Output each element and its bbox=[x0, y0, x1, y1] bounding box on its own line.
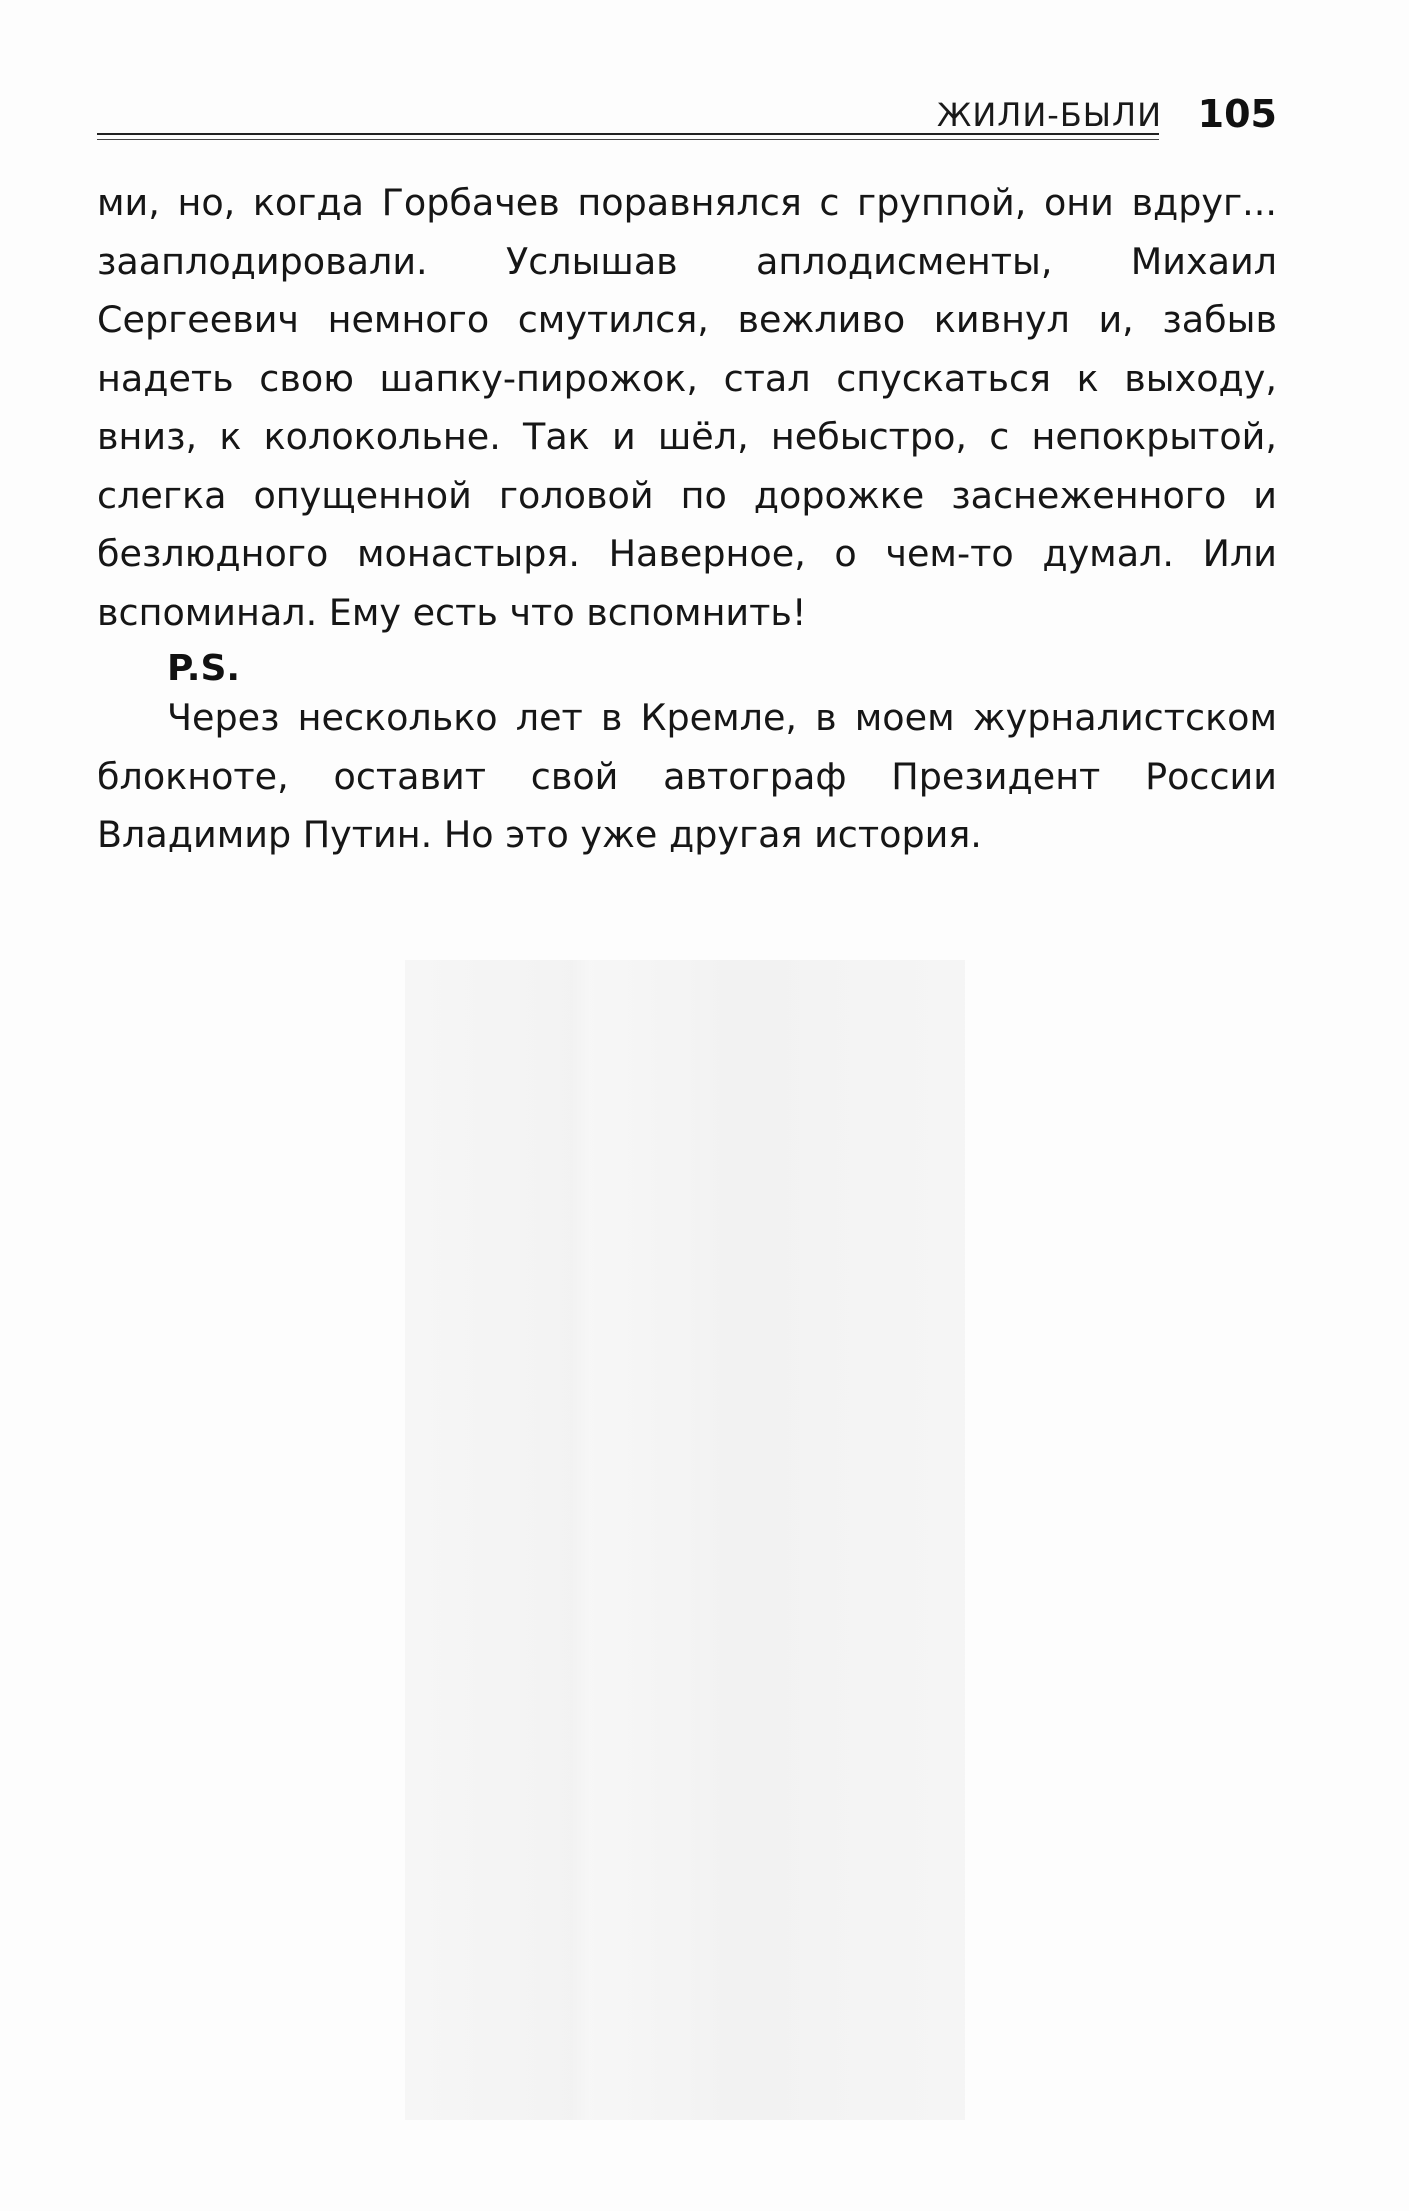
header-rule-thin bbox=[97, 139, 1159, 140]
ps-paragraph: Через несколько лет в Кремле, в моем журналистском блокноте, оставит свой автограф Президент России Владимир Путин. Но это уже другая история. bbox=[97, 696, 1277, 856]
bleed-through-image bbox=[405, 960, 965, 2120]
section-title: ЖИЛИ-БЫЛИ bbox=[936, 96, 1162, 134]
body-paragraph: ми, но, когда Горбачев поравнялся с группой, они вдруг... зааплодировали. Услышав аплодисменты, Михаил Сергеевич немного смутился, вежливо кивнул и, забыв надеть свою шапку-пирожок, стал спускаться к выходу, вниз, к колокольне. Так и шёл, небыстро, с непокрытой, слегка опущенной головой по дорожке заснеженного и безлюдного монастыря. Наверное, о чем-то думал. Или вспоминал. Ему есть что вспомнить! bbox=[97, 181, 1277, 634]
page-number: 105 bbox=[1197, 92, 1277, 136]
header-rule bbox=[97, 133, 1159, 135]
ps-heading: P.S. bbox=[167, 648, 241, 689]
